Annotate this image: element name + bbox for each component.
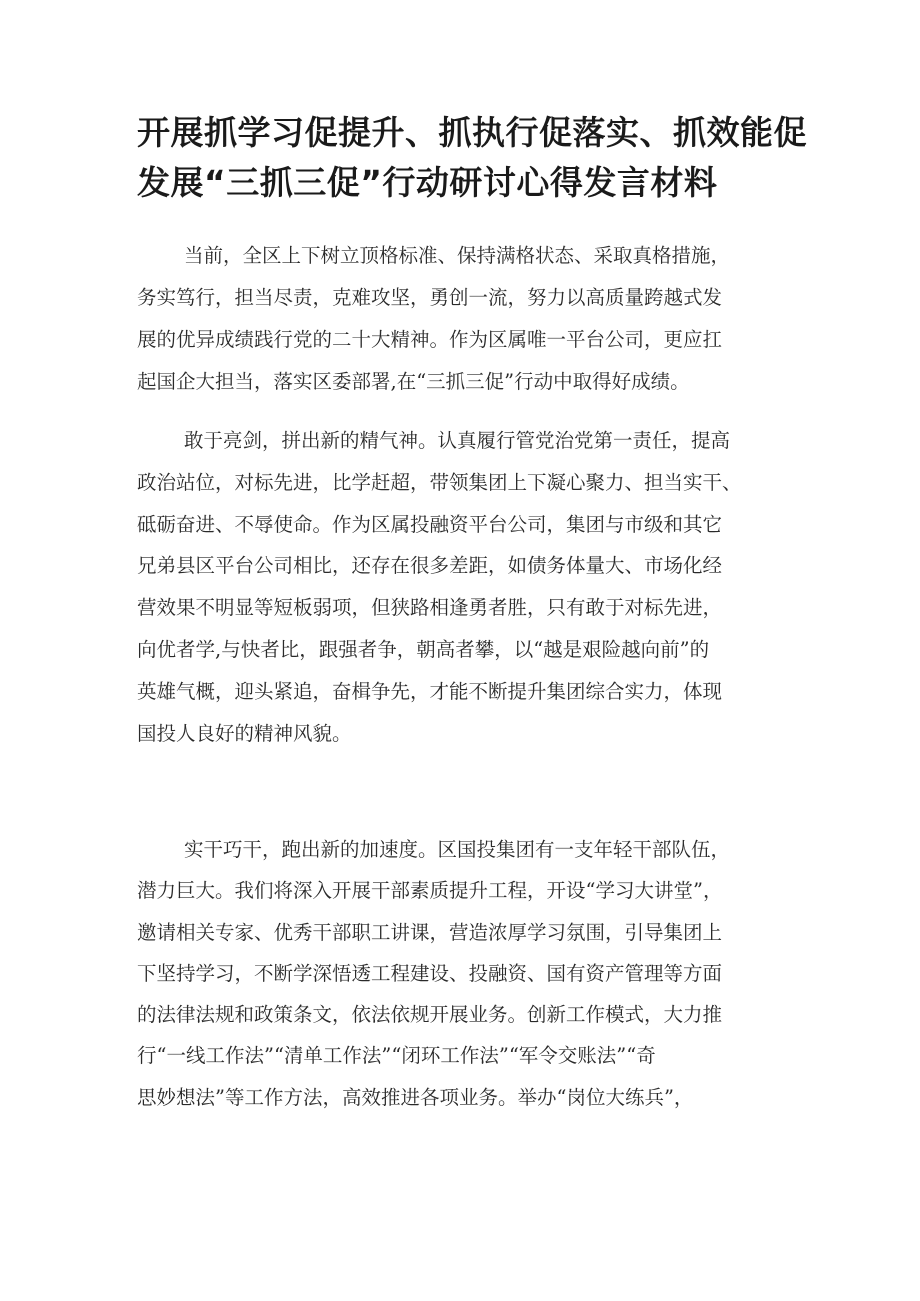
paragraph-line: 起国企大担当，落实区委部署,在“三抓三促”行动中取得好成绩。 [137,370,690,393]
paragraph-line: 政治站位，对标先进，比学赶超，带领集团上下凝心聚力、担当实干、 [137,470,742,494]
paragraph-line: 展的优异成绩践行党的二十大精神。作为区属唯一平台公司，更应扛 [137,328,723,351]
paragraph-line: 下坚持学习，不断学深悟透工程建设、投融资、国有资产管理等方面 [137,961,723,985]
paragraph-line: 营效果不明显等短板弱项，但狭路相逢勇者胜，只有敢于对标先进， [137,596,723,620]
paragraph-line: 国投人良好的精神风貌。 [137,721,352,745]
paragraph-1 [137,235,807,403]
paragraph-3 [137,829,807,1118]
paragraph-line: 邀请相关专家、优秀干部职工讲课，营造浓厚学习氛围，引导集团上 [137,920,723,944]
paragraph-line: 行“一线工作法”“清单工作法”“闭环工作法”“军令交账法”“奇 [137,1044,656,1068]
paragraph-line: 砥砺奋进、不辱使命。作为区属投融资平台公司，集团与市级和其它 [137,512,723,536]
paragraph-line: 英雄气概，迎头紧追，奋楫争先，才能不断提升集团综合实力，体现 [137,679,723,703]
page-title [137,108,807,208]
paragraph-line: 实干巧干，跑出新的加速度。区国投集团有一支年轻干部队伍， [184,838,731,861]
paragraph-line: 的法律法规和政策条文，依法依规开展业务。创新工作模式，大力推 [137,1003,723,1027]
paragraph-line: 敢于亮剑，拼出新的精气神。认真履行管党治党第一责任，提高 [184,429,731,452]
title-line-2: 发展“三抓三促”行动研讨心得发言材料 [137,163,718,202]
paragraph-line: 务实笃行，担当尽责，克难攻坚，勇创一流，努力以高质量跨越式发 [137,286,723,309]
paragraph-line: 潜力巨大。我们将深入开展干部素质提升工程，开设“学习大讲堂”， [137,879,723,903]
paragraph-line: 当前，全区上下树立顶格标准、保持满格状态、采取真格措施， [184,244,731,267]
paragraph-line: 向优者学,与快者比，跟强者争，朝高者攀，以“越是艰险越向前”的 [137,637,710,661]
paragraph-line: 思妙想法”等工作方法，高效推进各项业务。举办“岗位大练兵”， [137,1085,694,1109]
title-line-1: 开展抓学习促提升、抓执行促落实、抓效能促 [137,113,807,152]
paragraph-2 [137,420,807,754]
paragraph-line: 兄弟县区平台公司相比，还存在很多差距，如债务体量大、市场化经 [137,554,723,578]
